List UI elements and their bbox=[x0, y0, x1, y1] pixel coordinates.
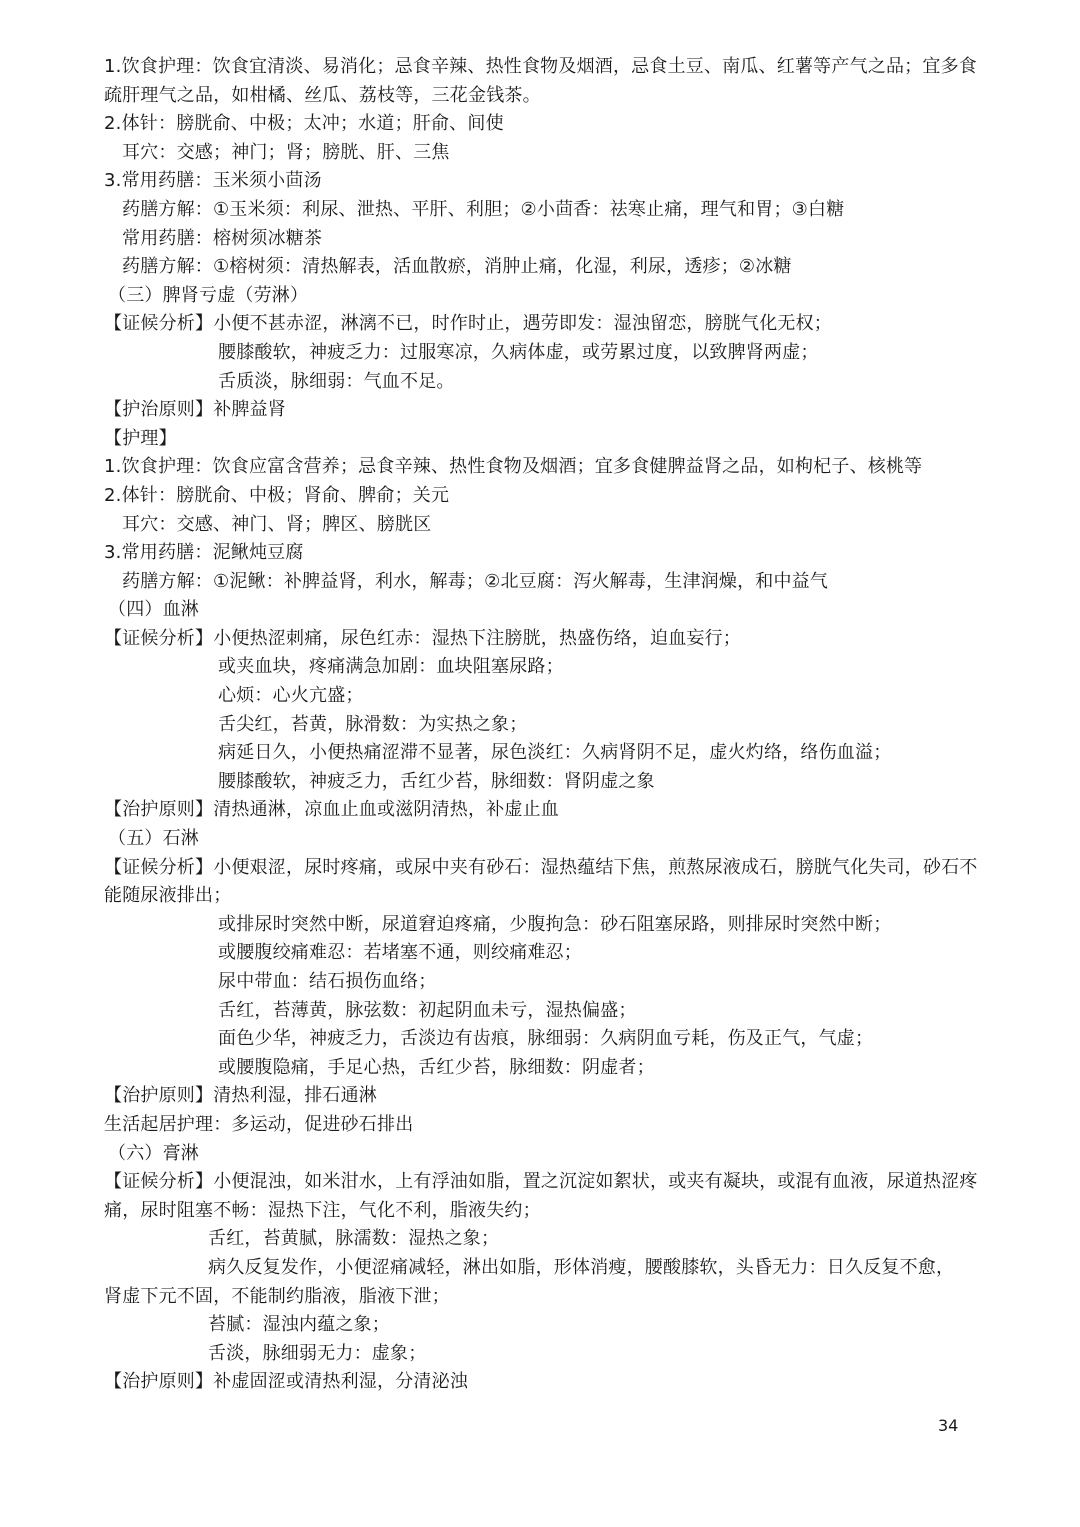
text-line: （六）膏淋 bbox=[108, 1142, 199, 1164]
text-line: 3.常用药膳：泥鳅炖豆腐 bbox=[104, 542, 304, 564]
text-line: 病延日久，小便热痛涩滞不显著，尿色淡红：久病肾阴不足，虚火灼络，络伤血溢； bbox=[218, 742, 892, 764]
text-line: 舌尖红，苔黄，脉滑数：为实热之象； bbox=[218, 713, 528, 735]
text-line: 【护治原则】补脾益肾 bbox=[104, 399, 286, 421]
text-line: 1.饮食护理：饮食应富含营养；忌食辛辣、热性食物及烟酒；宜多食健脾益肾之品，如枸杞子、核桃等 bbox=[104, 456, 923, 478]
text-line: 2.体针：膀胱俞、中极；太冲；水道；肝俞、间使 bbox=[104, 113, 504, 135]
text-line: 【治护原则】清热通淋，凉血止血或滋阴清热，补虚止血 bbox=[104, 799, 559, 821]
text-line: 3.常用药膳：玉米须小茴汤 bbox=[104, 170, 322, 192]
text-line: 肾虚下元不固，不能制约脂液，脂液下泄； bbox=[104, 1285, 450, 1307]
text-line: 1.饮食护理：饮食宜清淡、易消化；忌食辛辣、热性食物及烟酒，忌食土豆、南瓜、红薯等产气之品；宜多食疏肝理气之品，如柑橘、丝瓜、荔枝等，三花金钱茶。 bbox=[104, 56, 977, 106]
text-line: 腰膝酸软，神疲乏力，舌红少苔，脉细数：肾阴虚之象 bbox=[218, 770, 655, 792]
text-line: 2.体针：膀胱俞、中极；肾俞、脾俞；关元 bbox=[104, 484, 450, 506]
text-line: 尿中带血：结石损伤血络； bbox=[218, 971, 437, 992]
text-line: 面色少华，神疲乏力，舌淡边有齿痕，脉细弱：久病阴血亏耗，伤及正气，气虚； bbox=[218, 1028, 874, 1050]
text-line: 病久反复发作，小便涩痛减轻，淋出如脂，形体消瘦，腰酸膝软，头昏无力：日久反复不愈， bbox=[208, 1256, 955, 1278]
page-body bbox=[104, 53, 984, 1397]
text-line: 药膳方解：①榕树须：清热解表，活血散瘀，消肿止痛，化湿，利尿，透疹；②冰糖 bbox=[122, 256, 792, 278]
text-line: 腰膝酸软，神疲乏力：过服寒凉，久病体虚，或劳累过度，以致脾肾两虚； bbox=[218, 341, 819, 363]
text-line: 或夹血块，疼痛满急加剧：血块阻塞尿路； bbox=[218, 656, 564, 678]
page-number: 34 bbox=[938, 1416, 959, 1435]
text-line: 【证候分析】小便艰涩，尿时疼痛，或尿中夹有砂石：湿热蕴结下焦，煎熬尿液成石，膀胱气化失司，砂石不能随尿液排出； bbox=[104, 856, 978, 907]
text-line: 舌红，苔黄腻，脉濡数：湿热之象； bbox=[208, 1228, 500, 1250]
text-line: （四）血淋 bbox=[108, 599, 199, 621]
text-line: 【证候分析】小便热涩刺痛，尿色红赤：湿热下注膀胱，热盛伤络，迫血妄行； bbox=[104, 627, 741, 649]
text-line: 【治护原则】补虚固涩或清热利湿，分清泌浊 bbox=[104, 1371, 468, 1393]
text-line: 【证候分析】小便不甚赤涩，淋漓不已，时作时止，遇劳即发：湿浊留恋，膀胱气化无权； bbox=[104, 313, 832, 335]
text-line: 舌红，苔薄黄，脉弦数：初起阴血未亏，湿热偏盛； bbox=[218, 999, 637, 1021]
text-line: 耳穴：交感；神门；肾；膀胱、肝、三焦 bbox=[122, 141, 450, 163]
text-line: 药膳方解：①玉米须：利尿、泄热、平肝、利胆；②小茴香：祛寒止痛，理气和胃；③白糖 bbox=[122, 198, 845, 220]
text-line: 【证候分析】小便混浊，如米泔水，上有浮油如脂，置之沉淀如絮状，或夹有凝块，或混有血液，尿道热涩疼痛，尿时阻塞不畅：湿热下注，气化不利，脂液失约； bbox=[104, 1171, 978, 1221]
text-line: 耳穴：交感、神门、肾；脾区、膀胱区 bbox=[122, 513, 432, 535]
text-line: 或腰腹隐痛，手足心热，舌红少苔，脉细数：阴虚者； bbox=[218, 1056, 655, 1078]
text-line: 药膳方解：①泥鳅：补脾益肾，利水，解毒；②北豆腐：泻火解毒，生津润燥，和中益气 bbox=[122, 570, 829, 592]
text-line: 或腰腹绞痛难忍：若堵塞不通，则绞痛难忍； bbox=[218, 942, 582, 964]
text-line: 常用药膳：榕树须冰糖茶 bbox=[122, 227, 323, 249]
text-line: （三）脾肾亏虚（劳淋） bbox=[108, 284, 309, 306]
text-line: 舌质淡，脉细弱：气血不足。 bbox=[218, 370, 455, 392]
text-line: 舌淡，脉细弱无力：虚象； bbox=[208, 1342, 427, 1364]
text-line: 生活起居护理：多运动，促进砂石排出 bbox=[104, 1113, 414, 1135]
text-line: 【治护原则】清热利湿，排石通淋 bbox=[104, 1085, 377, 1107]
text-line: 苔腻：湿浊内蕴之象； bbox=[208, 1314, 390, 1336]
text-line: 【护理】 bbox=[104, 427, 177, 449]
text-line: （五）石淋 bbox=[108, 828, 199, 850]
text-line: 心烦：心火亢盛； bbox=[218, 685, 364, 707]
text-line: 或排尿时突然中断，尿道窘迫疼痛，少腹拘急：砂石阻塞尿路，则排尿时突然中断； bbox=[218, 913, 892, 935]
